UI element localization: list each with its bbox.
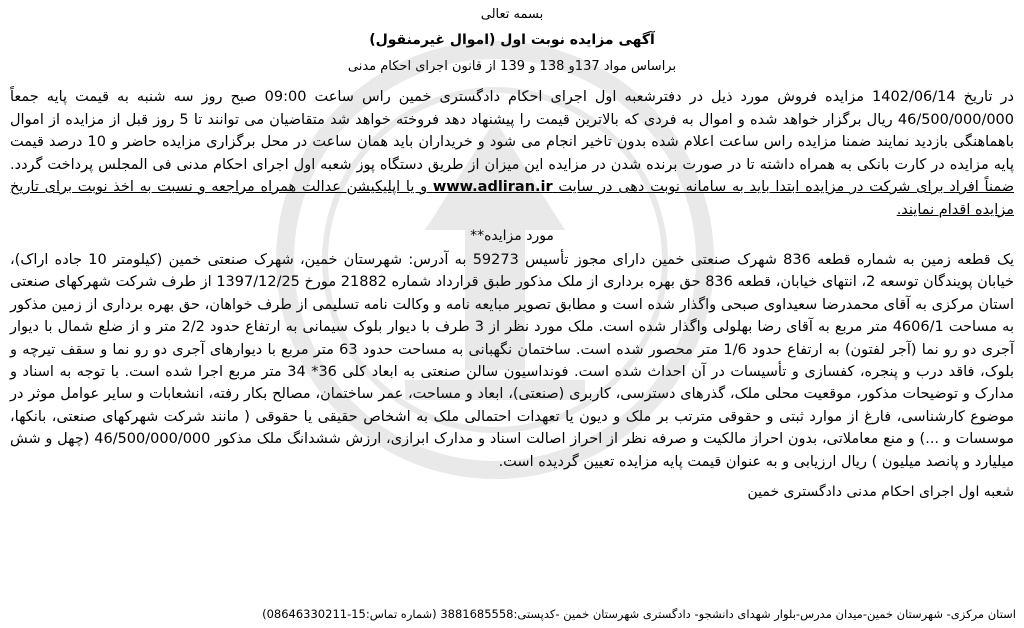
- invocation-line: بسمه تعالی: [480, 7, 544, 22]
- issuing-branch-signature: شعبه اول اجرای احکام مدنی دادگستری خمین: [747, 484, 1014, 501]
- intro-text: در تاریخ 1402/06/14 مزایده فروش مورد ذیل در دفترشعبه اول اجرای احکام دادگستری خمین راس ساعت 09:00 صبح روز سه شنبه به قیمت پایه جمعاً 46/500/000/000 ریال برگزار خواهد شده و اموال به فردی که بالاترین قیمت را پیشنهاد دهد فروخته خواهد شد متقاضیان می توانند تا 5 روز قبل از مزایده از اموال باهماهنگی بازدید نمایند ضمنا مزایده راس ساعت اعلام شده بدون تاخیر انجام می شود و خریداران باید همان ساعت در محل برگزاری مزایده حاضر و 10 درصد قیمت پایه مزایده در کارت بانکی به همراه داشته تا در صورت برنده شدن در مزایده این میزان از طریق دستگاه پوز شعبه اول اجرای احکام مدنی فی المجلس پرداخت گردد.: [10, 89, 1015, 173]
- auction-item-heading: مورد مزایده**: [470, 228, 554, 244]
- intro-paragraph: [10, 86, 1014, 221]
- notice-end-text: و یا اپلیکیشن عدالت همراه مراجعه و نسبت به اخذ نوبت برای تاریخ مزایده اقدام نمایند.: [10, 179, 1014, 218]
- property-description: یک قطعه زمین به شماره قطعه 836 شهرک صنعتی خمین دارای مجوز تأسیس 59273 به آدرس: شهرستان خمین، شهرک صنعتی خمین (کیلومتر 10 جاده اراک)، خیابان پویندگان توسعه 2، انتهای خیابان، قطعه 836 حق بهره برداری از ملک مذکور طبق قرارداد شماره 21882 مورخ 1397/12/25 از طرف شرکت شهرکهای صنعتی استان مرکزی به آقای محمدرضا سعیداوی صبحی واگذار شده است و مطابق تصویر مبایعه نامه و وکالت نامه تسلیمی از طرف خواهان، حق بهره برداری از زمین مذکور به مساحت 4606/1 متر مربع به آقای رضا بهلولی واگذار شده است. ملک مورد نظر از 3 طرف با دیوار بلوک سیمانی به ارتفاع حدود 2/2 متر و از ضلع شمال با دیوار آجری دو رو نما (آجر لفتون) به ارتفاع حدود 1/6 متر محصور شده است. ساختمان نگهبانی به مساحت حدود 63 متر مربع با دیوارهای آجری دو رو نما و سقف تیرچه و بلوک، فاقد درب و پنجره، کفسازی و تأسیسات در آن احداث شده است. فونداسیون سالن صنعتی به ابعاد کلی 36* 34 متر مربع اجرا شده است. با توجه به اسناد و مدارک و توضیحات مذکور، موقعیت محلی ملک، گذرهای دسترسی، کاربری (صنعتی)، ابعاد و مساحت، عمر ساختمان، مصالح بکار رفته، انشعابات و سایر عوامل موثر در موضوع کارشناسی، فارغ از موارد ثبتی و حقوقی مترتب بر ملک و دیون یا تعهدات احتمالی ملک به اشخاص حقیقی یا حقوقی ( مانند شرکت شهرکهای صنعتی، بانکها، موسسات و ...) و منع معاملاتی، بدون احراز مالکیت و صرفه نظر از احراز اصالت اسناد و مدارک ابرازی، ارزش ششدانگ ملک مذکور 46/500/000/000 (چهل و شش میلیارد و پانصد میلیون ) ریال ارزیابی و به عنوان قیمت پایه مزایده تعیین گردیده است.: [10, 252, 1014, 470]
- notice-subtitle: براساس مواد 137و 138 و 139 از قانون اجرای احکام مدنی: [347, 59, 677, 74]
- footer-address: استان مرکزی- شهرستان خمین-میدان مدرس-بلوار شهدای دانشجو- دادگستری شهرستان خمین -کدپستی:3881685558 (شماره تماس:15-08646330211): [262, 607, 1016, 621]
- registration-notice: [10, 179, 1014, 218]
- adliran-website-link[interactable]: www.adliran.ir: [432, 179, 553, 195]
- notice-text: ضمناً افراد برای شرکت در مزایده ابتدا باید به سامانه نوبت دهی در سایت: [558, 179, 1015, 195]
- notice-title: آگهی مزایده نوبت اول (اموال غیرمنقول): [369, 32, 655, 48]
